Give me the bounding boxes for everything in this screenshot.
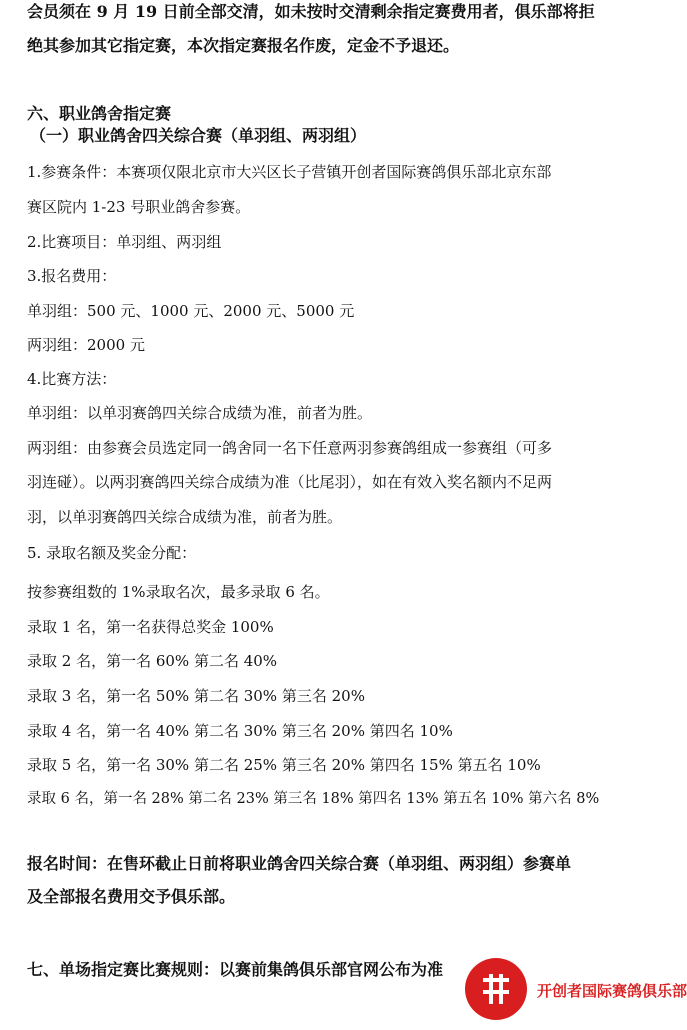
fee-double: 两羽组：2000 元 (27, 336, 145, 354)
club-watermark-logo (465, 958, 687, 1022)
intro-line-2: 绝其参加其它指定赛，本次指定赛报名作废，定金不予退还。 (27, 36, 460, 55)
watermark-text: 开创者国际赛鸽俱乐部 (537, 982, 687, 1000)
fee-single: 单羽组：500 元、1000 元、2000 元、5000 元 (27, 302, 355, 320)
prize-rule: 按参赛组数的 1%录取名次，最多录取 6 名。 (27, 583, 330, 601)
method-label: 4.比赛方法： (27, 370, 117, 388)
method-single: 单羽组：以单羽赛鸽四关综合成绩为准，前者为胜。 (27, 404, 373, 422)
section-6-title: 六、职业鸽舍指定赛 (27, 104, 172, 123)
registration-line-2: 及全部报名费用交予俱乐部。 (27, 887, 236, 906)
items-label: 2.比赛项目：单羽组、两羽组 (27, 233, 222, 251)
method-double-line-1: 两羽组：由参赛会员选定同一鸽舍同一名下任意两羽参赛鸽组成一参赛组（可多 (27, 439, 553, 457)
prize-label: 5. 录取名额及奖金分配： (27, 544, 197, 562)
prize-row: 录取 6 名，第一名 28% 第二名 23% 第三名 18% 第四名 13% 第五名 10% 第六名 8% (27, 791, 600, 807)
prize-row: 录取 4 名，第一名 40% 第二名 30% 第三名 20% 第四名 10% (27, 722, 453, 740)
section-6-subtitle: （一）职业鸽舍四关综合赛（单羽组、两羽组） (30, 126, 367, 145)
seal-icon (465, 958, 527, 1020)
prize-row: 录取 5 名，第一名 30% 第二名 25% 第三名 20% 第四名 15% 第五名 10% (27, 756, 541, 774)
prize-row: 录取 2 名，第一名 60% 第二名 40% (27, 652, 278, 670)
method-double-line-2: 羽连碰）。以两羽赛鸽四关综合成绩为准（比尾羽），如在有效入奖名额内不足两 (27, 473, 553, 491)
registration-line-1: 报名时间：在售环截止日前将职业鸽舍四关综合赛（单羽组、两羽组）参赛单 (27, 854, 572, 873)
conditions-line-2: 赛区院内 1-23 号职业鸽舍参赛。 (27, 198, 251, 216)
section-7-title: 七、单场指定赛比赛规则：以赛前集鸽俱乐部官网公布为准 (27, 960, 444, 979)
intro-line-1: 会员须在 9 月 19 日前全部交清，如未按时交清剩余指定赛费用者，俱乐部将拒 (27, 2, 595, 21)
method-double-line-3: 羽，以单羽赛鸽四关综合成绩为准，前者为胜。 (27, 508, 343, 526)
conditions-line-1: 1.参赛条件：本赛项仅限北京市大兴区长子营镇开创者国际赛鸽俱乐部北京东部 (27, 163, 552, 181)
fee-label: 3.报名费用： (27, 267, 117, 285)
prize-row: 录取 3 名，第一名 50% 第二名 30% 第三名 20% (27, 687, 365, 705)
seal-glyph-icon (479, 972, 513, 1006)
prize-row: 录取 1 名，第一名获得总奖金 100% (27, 618, 274, 636)
